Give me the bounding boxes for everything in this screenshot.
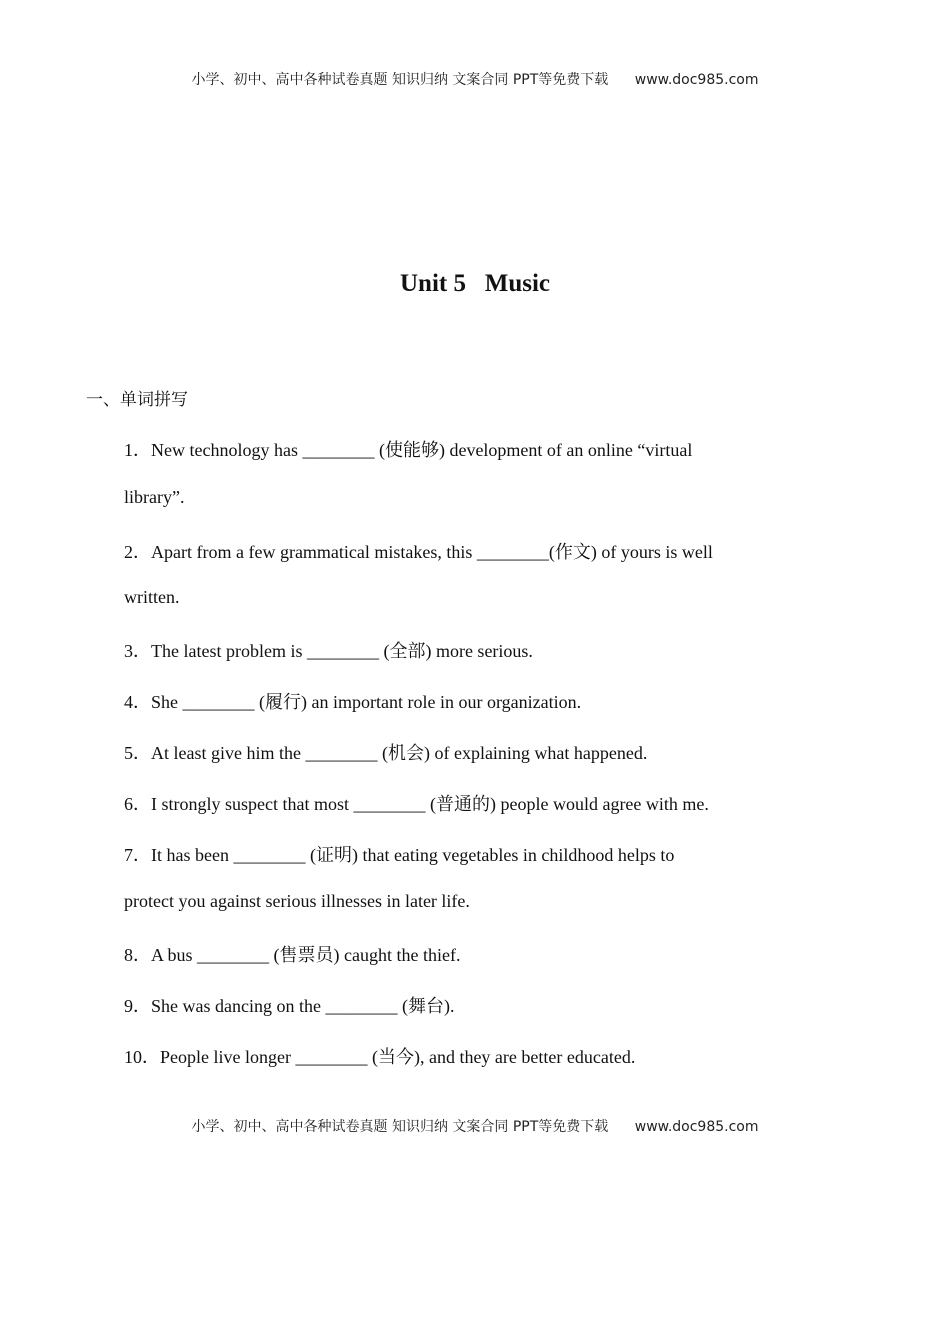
item-number: 3． — [124, 641, 151, 661]
item-number: 4． — [124, 692, 151, 712]
exercise-item-5 — [124, 739, 647, 765]
exercise-item-7-cont — [124, 891, 470, 912]
item-number: 10． — [124, 1047, 160, 1067]
exercise-item-6 — [124, 790, 709, 816]
exercise-item-9 — [124, 992, 454, 1018]
item-number: 9． — [124, 996, 151, 1016]
item-text: New technology has ________ (使能够) development of an online “virtual — [151, 440, 693, 460]
exercise-item-8 — [124, 941, 460, 967]
item-text: I strongly suspect that most ________ (普通的) people would agree with me. — [151, 794, 709, 814]
section-heading: 一、单词拼写 — [86, 390, 188, 410]
page-header — [0, 69, 950, 89]
header-url[interactable]: www.doc985.com — [634, 72, 759, 88]
exercise-item-2-cont — [124, 587, 180, 608]
item-text: protect you against serious illnesses in later life. — [124, 891, 470, 911]
item-number: 1． — [124, 440, 151, 460]
exercise-item-7 — [124, 841, 674, 867]
exercise-item-4 — [124, 688, 581, 714]
page-footer — [0, 1116, 950, 1136]
footer-text: 小学、初中、高中各种试卷真题 知识归纳 文案合同 PPT等免费下载 — [191, 1119, 609, 1135]
item-text: She ________ (履行) an important role in our organization. — [151, 692, 582, 712]
page-title: Unit 5 Music — [400, 270, 550, 297]
item-text: library”. — [124, 487, 185, 507]
footer-url[interactable]: www.doc985.com — [634, 1119, 759, 1135]
item-text: written. — [124, 587, 180, 607]
exercise-item-2 — [124, 538, 713, 564]
exercise-item-10 — [124, 1043, 635, 1069]
item-number: 7． — [124, 845, 151, 865]
item-number: 2． — [124, 542, 151, 562]
item-number: 6． — [124, 794, 151, 814]
header-text: 小学、初中、高中各种试卷真题 知识归纳 文案合同 PPT等免费下载 — [191, 72, 609, 88]
item-text: Apart from a few grammatical mistakes, this ________(作文) of yours is well — [151, 542, 713, 562]
item-text: People live longer ________ (当今), and they are better educated. — [160, 1047, 636, 1067]
item-text: At least give him the ________ (机会) of explaining what happened. — [151, 743, 648, 763]
exercise-item-1 — [124, 436, 692, 462]
item-text: It has been ________ (证明) that eating vegetables in childhood helps to — [151, 845, 675, 865]
item-text: The latest problem is ________ (全部) more serious. — [151, 641, 533, 661]
item-number: 8． — [124, 945, 151, 965]
item-text: A bus ________ (售票员) caught the thief. — [151, 945, 461, 965]
exercise-item-3 — [124, 637, 533, 663]
item-number: 5． — [124, 743, 151, 763]
exercise-item-1-cont — [124, 487, 184, 508]
item-text: She was dancing on the ________ (舞台). — [151, 996, 455, 1016]
